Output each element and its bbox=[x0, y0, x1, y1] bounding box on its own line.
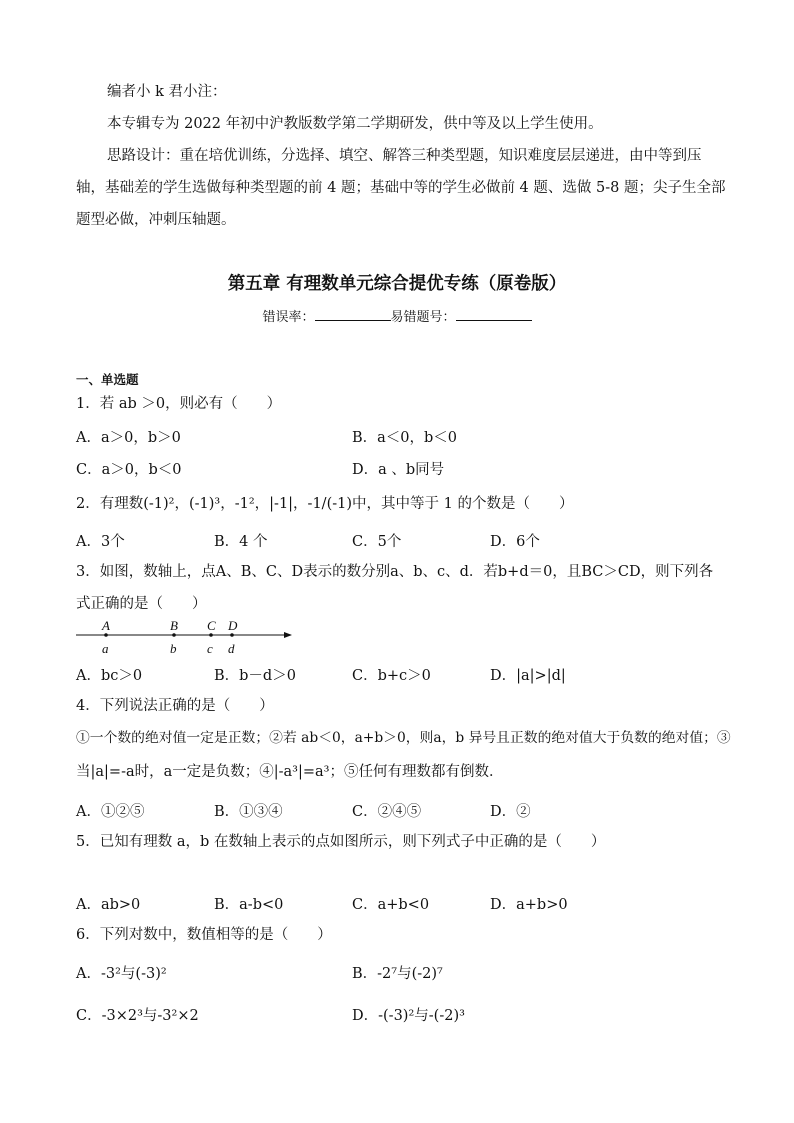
question-4-statements-2: 当|a|=-a时，a一定是负数；④|-a³|=a³；⑤任何有理数都有倒数． bbox=[76, 764, 504, 780]
number-line-arrow bbox=[284, 632, 292, 638]
point-d-value: d bbox=[228, 641, 235, 656]
question-6-options bbox=[76, 962, 736, 982]
option-c: C．a＞0，b＜0 bbox=[76, 462, 182, 478]
option-c: C．5个 bbox=[352, 534, 402, 550]
wrong-items-label: 易错题号： bbox=[390, 310, 456, 325]
option-d: D．|a|>|d| bbox=[490, 668, 566, 684]
intro-note-heading: 编者小 k 君小注： bbox=[107, 84, 227, 100]
question-1-options bbox=[76, 426, 736, 446]
option-a: A．ab>0 bbox=[76, 897, 141, 913]
section-heading: 一、单选题 bbox=[76, 372, 139, 387]
point-b-label: B bbox=[170, 618, 178, 633]
question-5-stem: 5．已知有理数 a，b 在数轴上表示的点如图所示，则下列式子中正确的是（ ） bbox=[76, 834, 606, 850]
point-c-value: c bbox=[207, 641, 213, 656]
option-b: B．4 个 bbox=[214, 534, 268, 550]
option-d: D．-(-3)²与-(-2)³ bbox=[352, 1008, 465, 1024]
option-b: B．a＜0，b＜0 bbox=[352, 430, 458, 446]
option-a: A．-3²与(-3)² bbox=[76, 966, 167, 982]
subtitle bbox=[0, 306, 794, 325]
number-line-figure bbox=[76, 618, 306, 660]
option-b: B．①③④ bbox=[214, 804, 283, 820]
question-3-options bbox=[76, 664, 736, 684]
point-d-dot bbox=[230, 633, 234, 637]
option-d: D．6个 bbox=[490, 534, 540, 550]
question-4-statements: ①一个数的绝对值一定是正数；②若 ab＜0，a+b＞0，则a，b 异号且正数的绝对值大于负数的绝对值；③ bbox=[76, 730, 731, 746]
point-d-label: D bbox=[228, 618, 238, 633]
option-a: A．3个 bbox=[76, 534, 125, 550]
option-d: D．② bbox=[490, 804, 531, 820]
point-b-value: b bbox=[170, 641, 177, 656]
option-c: C．-3×2³与-3²×2 bbox=[76, 1008, 199, 1024]
intro-note-line: 本专辑专为 2022 年初中沪教版数学第二学期研发，供中等及以上学生使用。 bbox=[107, 116, 603, 132]
point-c-dot bbox=[209, 633, 213, 637]
point-a-label: A bbox=[102, 618, 110, 633]
question-3-stem: 3．如图，数轴上，点A、B、C、D表示的数分别a、b、c、d．若b+d＝0，且BC＞CD，则下列各式正确的是（ ） bbox=[76, 564, 714, 612]
option-c: C．②④⑤ bbox=[352, 804, 422, 820]
question-2-stem: 2．有理数(-1)²，(-1)³，-1²，|-1|，-1/(-1)中，其中等于 1 的个数是（ ） bbox=[76, 496, 574, 512]
question-4-options bbox=[76, 800, 736, 820]
question-1-options-2 bbox=[76, 458, 736, 478]
question-6-stem: 6．下列对数中，数值相等的是（ ） bbox=[76, 927, 332, 943]
question-1-stem: 1．若 ab ＞0，则必有（ ） bbox=[76, 396, 282, 412]
page-title: 第五章 有理数单元综合提优专练（原卷版） bbox=[227, 274, 567, 294]
option-c: C．b+c＞0 bbox=[352, 668, 431, 684]
option-a: A．①②⑤ bbox=[76, 804, 145, 820]
option-a: A．a＞0，b＞0 bbox=[76, 430, 181, 446]
option-c: C．a+b<0 bbox=[352, 897, 430, 913]
option-b: B．a-b<0 bbox=[214, 897, 284, 913]
intro-design-paragraph: 思路设计：重在培优训练，分选择、填空、解答三种类型题，知识难度层层递进，由中等到压轴，基础差的学生选做每种类型题的前 4 题；基础中等的学生必做前 4 题、选做 5-8 题；尖子生全部题型必做，冲刺压轴题。 bbox=[76, 148, 726, 228]
point-a-dot bbox=[104, 633, 108, 637]
option-a: A．bc＞0 bbox=[76, 668, 143, 684]
option-d: D．a+b>0 bbox=[490, 897, 568, 913]
wrong-items-blank bbox=[456, 308, 532, 321]
point-a-value: a bbox=[102, 641, 109, 656]
error-rate-label: 错误率： bbox=[262, 310, 315, 325]
question-4-stem: 4．下列说法正确的是（ ） bbox=[76, 698, 274, 714]
question-5-options bbox=[76, 893, 736, 913]
question-2-options bbox=[76, 530, 736, 550]
point-c-label: C bbox=[207, 618, 216, 633]
option-d: D．a 、b同号 bbox=[352, 462, 445, 478]
question-6-options-2 bbox=[76, 1004, 736, 1024]
option-b: B．-2⁷与(-2)⁷ bbox=[352, 966, 443, 982]
point-b-dot bbox=[172, 633, 176, 637]
error-rate-blank bbox=[315, 308, 391, 321]
option-b: B．b－d＞0 bbox=[214, 668, 296, 684]
